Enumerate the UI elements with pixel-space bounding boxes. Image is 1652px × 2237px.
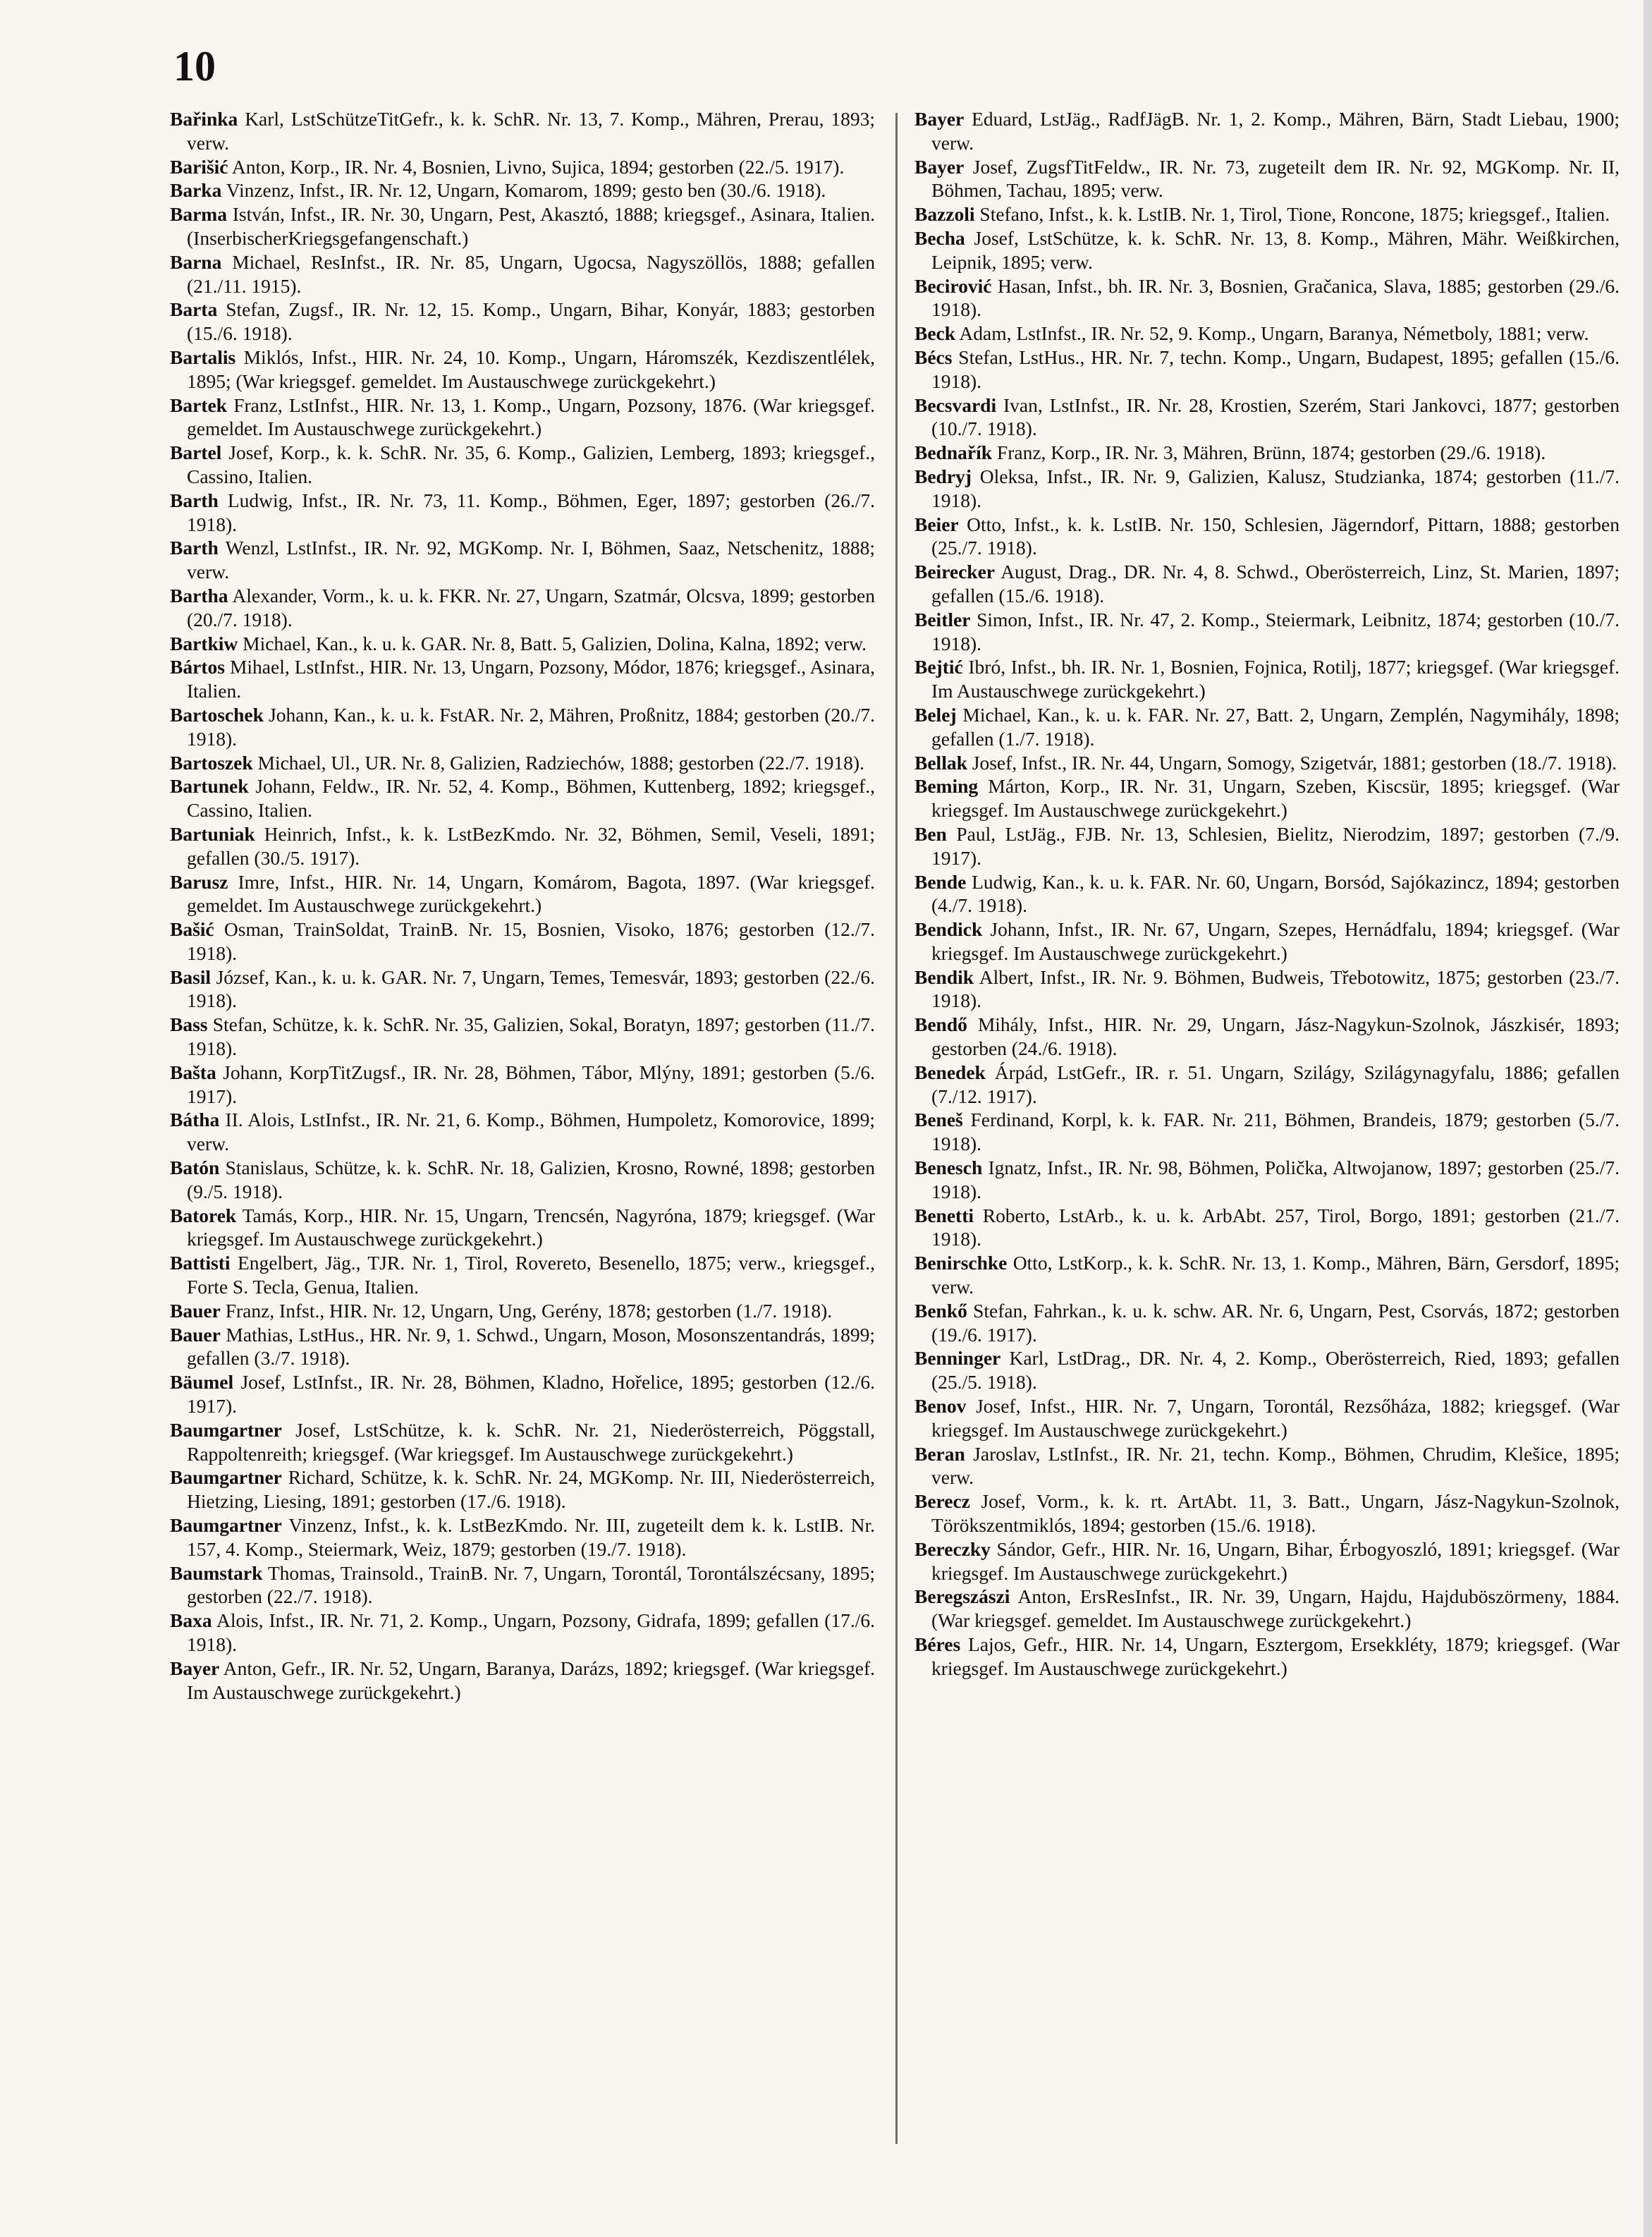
entry-surname: Bártos <box>170 656 225 678</box>
entry-surname: Bejtić <box>914 656 963 678</box>
register-entry <box>170 1418 875 1466</box>
entry-details: Tamás, Korp., HIR. Nr. 15, Ungarn, Trencsén, Nagyróna, 1879; kriegsgef. (War kriegsgef. Im Austauschwege zurückgekehrt.) <box>187 1204 875 1250</box>
entry-surname: Ben <box>914 822 947 845</box>
entry-surname: Beirecker <box>914 561 996 583</box>
entry-details: Hasan, Infst., bh. IR. Nr. 3, Bosnien, Gračanica, Slava, 1885; gestorben (29./6. 1918). <box>931 274 1620 321</box>
entry-details: Franz, LstInfst., HIR. Nr. 13, 1. Komp., Ungarn, Pozsony, 1876. (War kriegsgef. gemeldet. Im Austauschwege zurückgekehrt.) <box>187 394 875 440</box>
entry-surname: Barta <box>170 298 218 321</box>
entry-details: Josef, Infst., IR. Nr. 44, Ungarn, Somogy, Szigetvár, 1881; gestorben (18./7. 1918). <box>972 751 1617 774</box>
register-entry <box>914 322 1620 346</box>
register-entry <box>170 918 875 965</box>
entry-surname: Beneš <box>914 1109 963 1131</box>
left-column <box>170 107 875 1704</box>
entry-surname: Bayer <box>170 1657 220 1679</box>
register-entry <box>170 107 875 155</box>
entry-surname: Béres <box>914 1633 961 1655</box>
entry-details: Johann, Kan., k. u. k. FstAR. Nr. 2, Mähren, Proßnitz, 1884; gestorben (20./7. 1918). <box>187 703 876 750</box>
register-entry <box>914 274 1620 322</box>
entry-details: Franz, Korp., IR. Nr. 3, Mähren, Brünn, 1874; gestorben (29./6. 1918). <box>996 441 1546 464</box>
entry-surname: Bednařík <box>914 441 993 464</box>
entry-details: Mathias, LstHus., HR. Nr. 9, 1. Schwd., Ungarn, Moson, Mosonszentandrás, 1899; gefallen (3./7. 1918). <box>187 1323 876 1370</box>
entry-surname: Becsvardi <box>914 394 997 416</box>
register-entry <box>914 965 1620 1013</box>
register-entry <box>914 465 1620 513</box>
register-entry <box>914 1108 1620 1156</box>
register-entry <box>170 441 875 489</box>
entry-surname: Beitler <box>914 608 971 630</box>
entry-details: Lajos, Gefr., HIR. Nr. 14, Ungarn, Esztergom, Ersekkléty, 1879; kriegsgef. (War kriegsgef. Im Austauschwege zurückgekehrt.) <box>931 1633 1620 1679</box>
entry-details: II. Alois, LstInfst., IR. Nr. 21, 6. Komp., Böhmen, Humpoletz, Komorovice, 1899; verw. <box>187 1109 876 1155</box>
entry-surname: Baumstark <box>170 1561 263 1584</box>
entry-surname: Barusz <box>170 870 228 893</box>
register-entry <box>914 918 1620 965</box>
register-entry <box>170 1513 875 1561</box>
register-entry <box>170 394 875 441</box>
entry-surname: Bendő <box>914 1013 967 1036</box>
register-entry <box>914 1633 1620 1681</box>
register-entry <box>914 226 1620 274</box>
entry-surname: Bartoschek <box>170 703 264 726</box>
entry-surname: Bartuniak <box>170 822 255 845</box>
entry-surname: Bartunek <box>170 775 249 798</box>
register-entry <box>914 513 1620 561</box>
entry-details: Mihály, Infst., HIR. Nr. 29, Ungarn, Jász-Nagykun-Szolnok, Jászkisér, 1893; gestorben (24./6. 1918). <box>931 1013 1620 1060</box>
entry-details: Vinzenz, Infst., k. k. LstBezKmdo. Nr. III, zugeteilt dem k. k. LstIB. Nr. 157, 4. Komp., Steiermark, Weiz, 1879; gestorben (19./7. 1918). <box>187 1514 875 1560</box>
register-entry <box>914 655 1620 703</box>
register-entry <box>170 584 875 632</box>
register-entry <box>914 394 1620 441</box>
entry-surname: Belej <box>914 703 957 726</box>
register-entry <box>170 965 875 1013</box>
register-entry <box>170 155 875 179</box>
register-entry <box>170 298 875 346</box>
entry-surname: Bartalis <box>170 346 236 368</box>
scan-edge <box>1644 0 1652 2237</box>
entry-details: Michael, Ul., UR. Nr. 8, Galizien, Radziechów, 1888; gestorben (22./7. 1918). <box>257 751 864 774</box>
entry-surname: Baumgartner <box>170 1466 282 1489</box>
register-entry <box>170 1299 875 1323</box>
entry-details: Josef, Infst., HIR. Nr. 7, Ungarn, Torontál, Rezsőháza, 1882; kriegsgef. (War kriegsgef. Im Austauschwege zurückgekehrt.) <box>931 1395 1620 1441</box>
register-entry <box>170 1108 875 1156</box>
register-entry <box>914 1204 1620 1252</box>
entry-details: István, Infst., IR. Nr. 30, Ungarn, Pest, Akasztó, 1888; kriegsgef., Asinara, Italien. (InserbischerKriegsgefangenschaft.) <box>187 203 876 249</box>
register-entry <box>914 202 1620 226</box>
register-entry <box>914 346 1620 394</box>
register-entry <box>170 822 875 870</box>
entry-details: Albert, Infst., IR. Nr. 9. Böhmen, Budweis, Třebotowitz, 1875; gestorben (23./7. 1918). <box>931 965 1620 1012</box>
entry-details: Johann, Feldw., IR. Nr. 52, 4. Komp., Böhmen, Kuttenberg, 1892; kriegsgef., Cassino, Italien. <box>187 775 876 822</box>
entry-details: Otto, Infst., k. k. LstIB. Nr. 150, Schlesien, Jägerndorf, Pittarn, 1888; gestorben (25./7. 1918). <box>931 513 1620 559</box>
register-entry <box>170 250 875 298</box>
entry-surname: Barna <box>170 250 222 273</box>
entry-surname: Barth <box>170 537 219 559</box>
entry-details: Roberto, LstArb., k. u. k. ArbAbt. 257, Tirol, Borgo, 1891; gestorben (21./7. 1918). <box>931 1204 1620 1250</box>
register-entry <box>914 774 1620 822</box>
entry-surname: Beregszászi <box>914 1585 1010 1608</box>
entry-surname: Barth <box>170 489 219 511</box>
entry-surname: Benetti <box>914 1204 974 1226</box>
entry-surname: Bauer <box>170 1323 221 1346</box>
entry-surname: Bartoszek <box>170 751 253 774</box>
register-entry <box>914 107 1620 155</box>
entry-details: Michael, Kan., k. u. k. GAR. Nr. 8, Batt. 5, Galizien, Dolina, Kalna, 1892; verw. <box>243 632 867 654</box>
entry-details: Anton, ErsResInfst., IR. Nr. 39, Ungarn, Hajdu, Hajduböszörmeny, 1884. (War kriegsgef. gemeldet. Im Austauschwege zurückgekehrt.) <box>931 1585 1620 1632</box>
entry-details: Josef, LstSchütze, k. k. SchR. Nr. 13, 8. Komp., Mähren, Mähr. Weißkirchen, Leipnik, 1895; verw. <box>931 226 1620 273</box>
entry-surname: Barka <box>170 179 222 202</box>
entry-surname: Bartha <box>170 584 228 607</box>
entry-surname: Benov <box>914 1395 967 1418</box>
entry-details: Jaroslav, LstInfst., IR. Nr. 21, techn. Komp., Böhmen, Chrudim, Klešice, 1895; verw. <box>931 1442 1620 1489</box>
entry-details: Osman, TrainSoldat, TrainB. Nr. 15, Bosnien, Visoko, 1876; gestorben (12./7. 1918). <box>187 918 875 964</box>
entry-surname: Benirschke <box>914 1252 1008 1274</box>
entry-surname: Benesch <box>914 1157 983 1179</box>
entry-surname: Bartek <box>170 394 227 416</box>
entry-details: Ludwig, Infst., IR. Nr. 73, 11. Komp., Böhmen, Eger, 1897; gestorben (26./7. 1918). <box>187 489 876 535</box>
entry-details: Michael, Kan., k. u. k. FAR. Nr. 27, Batt. 2, Ungarn, Zemplén, Nagymihály, 1898; gefallen (1./7. 1918). <box>931 703 1620 750</box>
register-entry <box>170 751 875 775</box>
entry-surname: Battisti <box>170 1252 231 1274</box>
register-entry <box>170 178 875 202</box>
entry-details: Stefan, Schütze, k. k. SchR. Nr. 35, Galizien, Sokal, Boratyn, 1897; gestorben (11./7. 1918). <box>187 1013 875 1060</box>
entry-details: Karl, LstDrag., DR. Nr. 4, 2. Komp., Oberösterreich, Ried, 1893; gefallen (25./5. 1918). <box>931 1347 1620 1394</box>
entry-details: Josef, LstSchütze, k. k. SchR. Nr. 21, Niederösterreich, Pöggstall, Rappoltenreith; kriegsgef. (War kriegsgef. Im Austauschwege zurückgekehrt.) <box>187 1418 875 1465</box>
register-entry <box>914 1299 1620 1347</box>
entry-details: Eduard, LstJäg., RadfJägB. Nr. 1, 2. Komp., Mähren, Bärn, Stadt Liebau, 1900; verw. <box>931 108 1620 154</box>
register-entry <box>914 1013 1620 1061</box>
entry-details: Sándor, Gefr., HIR. Nr. 16, Ungarn, Bihar, Érbogyoszló, 1891; kriegsgef. (War kriegsgef. Im Austauschwege zurückgekehrt.) <box>931 1537 1620 1584</box>
register-entry <box>170 632 875 656</box>
register-entry <box>914 751 1620 775</box>
entry-surname: Bass <box>170 1013 208 1036</box>
register-entry <box>914 1585 1620 1633</box>
register-entry <box>170 489 875 537</box>
entry-surname: Beming <box>914 775 979 798</box>
entry-surname: Bendick <box>914 918 983 941</box>
entry-surname: Bécs <box>914 346 953 368</box>
entry-details: Stanislaus, Schütze, k. k. SchR. Nr. 18, Galizien, Krosno, Rowné, 1898; gestorben (9./5. 1918). <box>187 1157 875 1202</box>
register-entry <box>170 1251 875 1299</box>
register-entry <box>914 1394 1620 1442</box>
entry-surname: Batón <box>170 1157 220 1179</box>
entry-surname: Becha <box>914 226 965 249</box>
entry-details: Imre, Infst., HIR. Nr. 14, Ungarn, Komárom, Bagota, 1897. (War kriegsgef. gemeldet. Im Austauschwege zurückgekehrt.) <box>187 870 875 917</box>
entry-surname: Beran <box>914 1442 965 1465</box>
entry-details: Wenzl, LstInfst., IR. Nr. 92, MGKomp. Nr. I, Böhmen, Saaz, Netschenitz, 1888; verw. <box>187 537 875 583</box>
register-entry <box>914 608 1620 656</box>
entry-surname: Beier <box>914 513 959 535</box>
entry-surname: Bayer <box>914 155 965 178</box>
register-entry <box>170 655 875 703</box>
register-entry <box>170 1561 875 1609</box>
entry-surname: Bäumel <box>170 1371 234 1394</box>
register-entry <box>170 1156 875 1204</box>
entry-details: Paul, LstJäg., FJB. Nr. 13, Schlesien, Bielitz, Nierodzim, 1897; gestorben (7./9. 1917). <box>931 822 1620 869</box>
entry-surname: Basil <box>170 965 212 988</box>
entry-surname: Baumgartner <box>170 1514 282 1537</box>
right-column <box>914 107 1620 1681</box>
entry-details: Oleksa, Infst., IR. Nr. 9, Galizien, Kalusz, Studzianka, 1874; gestorben (11./7. 1918). <box>931 465 1620 511</box>
register-entry <box>914 1489 1620 1537</box>
entry-surname: Bařinka <box>170 108 238 130</box>
entry-details: Mihael, LstInfst., HIR. Nr. 13, Ungarn, Pozsony, Módor, 1876; kriegsgef., Asinara, Italien. <box>187 656 875 702</box>
register-entry <box>170 202 875 250</box>
entry-surname: Beck <box>914 322 956 345</box>
entry-details: Ibró, Infst., bh. IR. Nr. 1, Bosnien, Fojnica, Rotilj, 1877; kriegsgef. (War kriegsgef. Im Austauschwege zurückgekehrt.) <box>931 656 1620 702</box>
register-entry <box>170 346 875 394</box>
entry-surname: Bellak <box>914 751 967 774</box>
register-entry <box>170 1061 875 1109</box>
entry-details: Engelbert, Jäg., TJR. Nr. 1, Tirol, Rovereto, Besenello, 1875; verw., kriegsgef., Forte S. Tecla, Genua, Italien. <box>187 1252 876 1298</box>
entry-details: Alois, Infst., IR. Nr. 71, 2. Komp., Ungarn, Pozsony, Gidrafa, 1899; gefallen (17./6. 1918). <box>187 1609 875 1655</box>
entry-details: Johann, Infst., IR. Nr. 67, Ungarn, Szepes, Hernádfalu, 1894; kriegsgef. (War kriegsgef. Im Austauschwege zurückgekehrt.) <box>931 918 1620 964</box>
entry-details: Ludwig, Kan., k. u. k. FAR. Nr. 60, Ungarn, Borsód, Sajókazincz, 1894; gestorben (4./7. 1918). <box>931 870 1620 917</box>
register-entry <box>914 1061 1620 1109</box>
entry-details: Richard, Schütze, k. k. SchR. Nr. 24, MGKomp. Nr. III, Niederösterreich, Hietzing, Liesing, 1891; gestorben (17./6. 1918). <box>187 1466 876 1513</box>
entry-details: Vinzenz, Infst., IR. Nr. 12, Ungarn, Komarom, 1899; gesto ben (30./6. 1918). <box>226 179 826 202</box>
entry-surname: Becirović <box>914 274 992 297</box>
entry-details: Heinrich, Infst., k. k. LstBezKmdo. Nr. 32, Böhmen, Semil, Veseli, 1891; gefallen (30./5. 1917). <box>187 822 875 869</box>
entry-details: Márton, Korp., IR. Nr. 31, Ungarn, Szeben, Kiscsür, 1895; kriegsgef. (War kriegsgef. Im Austauschwege zurückgekehrt.) <box>931 775 1620 822</box>
entry-surname: Bauer <box>170 1299 221 1322</box>
entry-surname: Bedryj <box>914 465 972 487</box>
entry-details: Josef, Korp., k. k. SchR. Nr. 35, 6. Komp., Galizien, Lemberg, 1893; kriegsgef., Cassino, Italien. <box>187 441 876 487</box>
register-entry <box>170 703 875 751</box>
entry-details: Stefan, Zugsf., IR. Nr. 12, 15. Komp., Ungarn, Bihar, Konyár, 1883; gestorben (15./6. 1918). <box>187 298 875 345</box>
entry-details: Adam, LstInfst., IR. Nr. 52, 9. Komp., Ungarn, Baranya, Németboly, 1881; verw. <box>959 322 1589 345</box>
entry-surname: Batorek <box>170 1204 237 1226</box>
entry-surname: Baumgartner <box>170 1418 282 1441</box>
entry-surname: Benkő <box>914 1299 967 1322</box>
entry-surname: Bazzoli <box>914 203 975 226</box>
entry-surname: Barišić <box>170 155 228 178</box>
page-number: 10 <box>173 43 216 90</box>
entry-surname: Bayer <box>914 108 965 130</box>
entry-details: Otto, LstKorp., k. k. SchR. Nr. 13, 1. Komp., Mähren, Bärn, Gersdorf, 1895; verw. <box>931 1252 1620 1298</box>
register-entry <box>170 1609 875 1657</box>
entry-details: Franz, Infst., HIR. Nr. 12, Ungarn, Ung, Gerény, 1878; gestorben (1./7. 1918). <box>225 1299 833 1322</box>
entry-details: Johann, KorpTitZugsf., IR. Nr. 28, Böhmen, Tábor, Mlýny, 1891; gestorben (5./6. 1917). <box>187 1061 875 1107</box>
entry-surname: Bátha <box>170 1109 220 1131</box>
register-entry <box>914 1442 1620 1490</box>
entry-details: Ignatz, Infst., IR. Nr. 98, Böhmen, Polička, Altwojanow, 1897; gestorben (25./7. 1918). <box>931 1157 1620 1202</box>
entry-details: Ferdinand, Korpl, k. k. FAR. Nr. 211, Böhmen, Brandeis, 1879; gestorben (5./7. 1918). <box>931 1109 1620 1155</box>
entry-details: Alexander, Vorm., k. u. k. FKR. Nr. 27, Ungarn, Szatmár, Olcsva, 1899; gestorben (20./7. 1918). <box>187 584 875 630</box>
register-entry <box>914 703 1620 751</box>
entry-surname: Berecz <box>914 1490 970 1513</box>
register-entry <box>170 1370 875 1418</box>
entry-surname: Bartkiw <box>170 632 238 654</box>
register-entry <box>170 774 875 822</box>
entry-surname: Benninger <box>914 1347 1001 1370</box>
entry-surname: Bereczky <box>914 1537 991 1560</box>
register-entry <box>170 1204 875 1252</box>
register-entry <box>170 870 875 918</box>
register-entry <box>170 1013 875 1061</box>
entry-details: Karl, LstSchützeTitGefr., k. k. SchR. Nr. 13, 7. Komp., Mähren, Prerau, 1893; verw. <box>187 108 876 154</box>
entry-surname: Baxa <box>170 1609 212 1632</box>
entry-details: August, Drag., DR. Nr. 4, 8. Schwd., Oberösterreich, Linz, St. Marien, 1897; gefallen (15./6. 1918). <box>931 561 1620 607</box>
register-entry <box>914 155 1620 203</box>
register-entry <box>170 1465 875 1513</box>
register-entry <box>914 560 1620 608</box>
entry-surname: Bašić <box>170 918 214 941</box>
entry-details: Stefano, Infst., k. k. LstIB. Nr. 1, Tirol, Tione, Roncone, 1875; kriegsgef., Italien. <box>979 203 1610 226</box>
register-entry <box>914 1251 1620 1299</box>
entry-details: József, Kan., k. u. k. GAR. Nr. 7, Ungarn, Temes, Temesvár, 1893; gestorben (22./6. 1918). <box>187 965 875 1012</box>
entry-details: Josef, Vorm., k. k. rt. ArtAbt. 11, 3. Batt., Ungarn, Jász-Nagykun-Szolnok, Törökszentmiklós, 1894; gestorben (15./6. 1918). <box>931 1490 1620 1537</box>
entry-details: Stefan, LstHus., HR. Nr. 7, techn. Komp., Ungarn, Budapest, 1895; gefallen (15./6. 1918). <box>931 346 1620 392</box>
entry-details: Josef, LstInfst., IR. Nr. 28, Böhmen, Kladno, Hořelice, 1895; gestorben (12./6. 1917). <box>187 1371 875 1418</box>
entry-surname: Barma <box>170 203 227 226</box>
column-divider <box>895 113 898 2144</box>
register-entry <box>170 536 875 584</box>
entry-details: Anton, Korp., IR. Nr. 4, Bosnien, Livno, Sujica, 1894; gestorben (22./5. 1917). <box>231 155 845 178</box>
entry-details: Miklós, Infst., HIR. Nr. 24, 10. Komp., Ungarn, Háromszék, Kezdiszentlélek, 1895; (War kriegsgef. gemeldet. Im Austauschwege zurückgekehrt.) <box>187 346 875 392</box>
entry-details: Árpád, LstGefr., IR. r. 51. Ungarn, Szilágy, Szilágynagyfalu, 1886; gefallen (7./12. 1917). <box>931 1061 1620 1107</box>
entry-details: Josef, ZugsfTitFeldw., IR. Nr. 73, zugeteilt dem IR. Nr. 92, MGKomp. Nr. II, Böhmen, Tachau, 1895; verw. <box>931 155 1620 202</box>
entry-surname: Bendik <box>914 965 974 988</box>
register-entry <box>170 1323 875 1371</box>
register-entry <box>914 1537 1620 1585</box>
entry-surname: Bende <box>914 870 967 893</box>
entry-surname: Bašta <box>170 1061 216 1083</box>
entry-details: Michael, ResInfst., IR. Nr. 85, Ungarn, Ugocsa, Nagyszöllös, 1888; gefallen (21./11. 1915). <box>187 250 875 297</box>
entry-details: Anton, Gefr., IR. Nr. 52, Ungarn, Baranya, Darázs, 1892; kriegsgef. (War kriegsgef. Im Austauschwege zurückgekehrt.) <box>187 1657 875 1703</box>
register-entry <box>914 870 1620 918</box>
entry-details: Simon, Infst., IR. Nr. 47, 2. Komp., Steiermark, Leibnitz, 1874; gestorben (10./7. 1918). <box>931 608 1620 654</box>
register-entry <box>914 1156 1620 1204</box>
register-entry <box>170 1657 875 1705</box>
entry-details: Thomas, Trainsold., TrainB. Nr. 7, Ungarn, Torontál, Torontálszécsany, 1895; gestorben (22./7. 1918). <box>187 1561 875 1608</box>
entry-details: Ivan, LstInfst., IR. Nr. 28, Krostien, Szerém, Stari Jankovci, 1877; gestorben (10./7. 1918). <box>931 394 1620 440</box>
entry-surname: Benedek <box>914 1061 986 1083</box>
entry-surname: Bartel <box>170 441 222 464</box>
entry-details: Stefan, Fahrkan., k. u. k. schw. AR. Nr. 6, Ungarn, Pest, Csorvás, 1872; gestorben (19./6. 1917). <box>931 1299 1620 1346</box>
register-entry <box>914 822 1620 870</box>
register-entry <box>914 441 1620 465</box>
register-entry <box>914 1346 1620 1394</box>
